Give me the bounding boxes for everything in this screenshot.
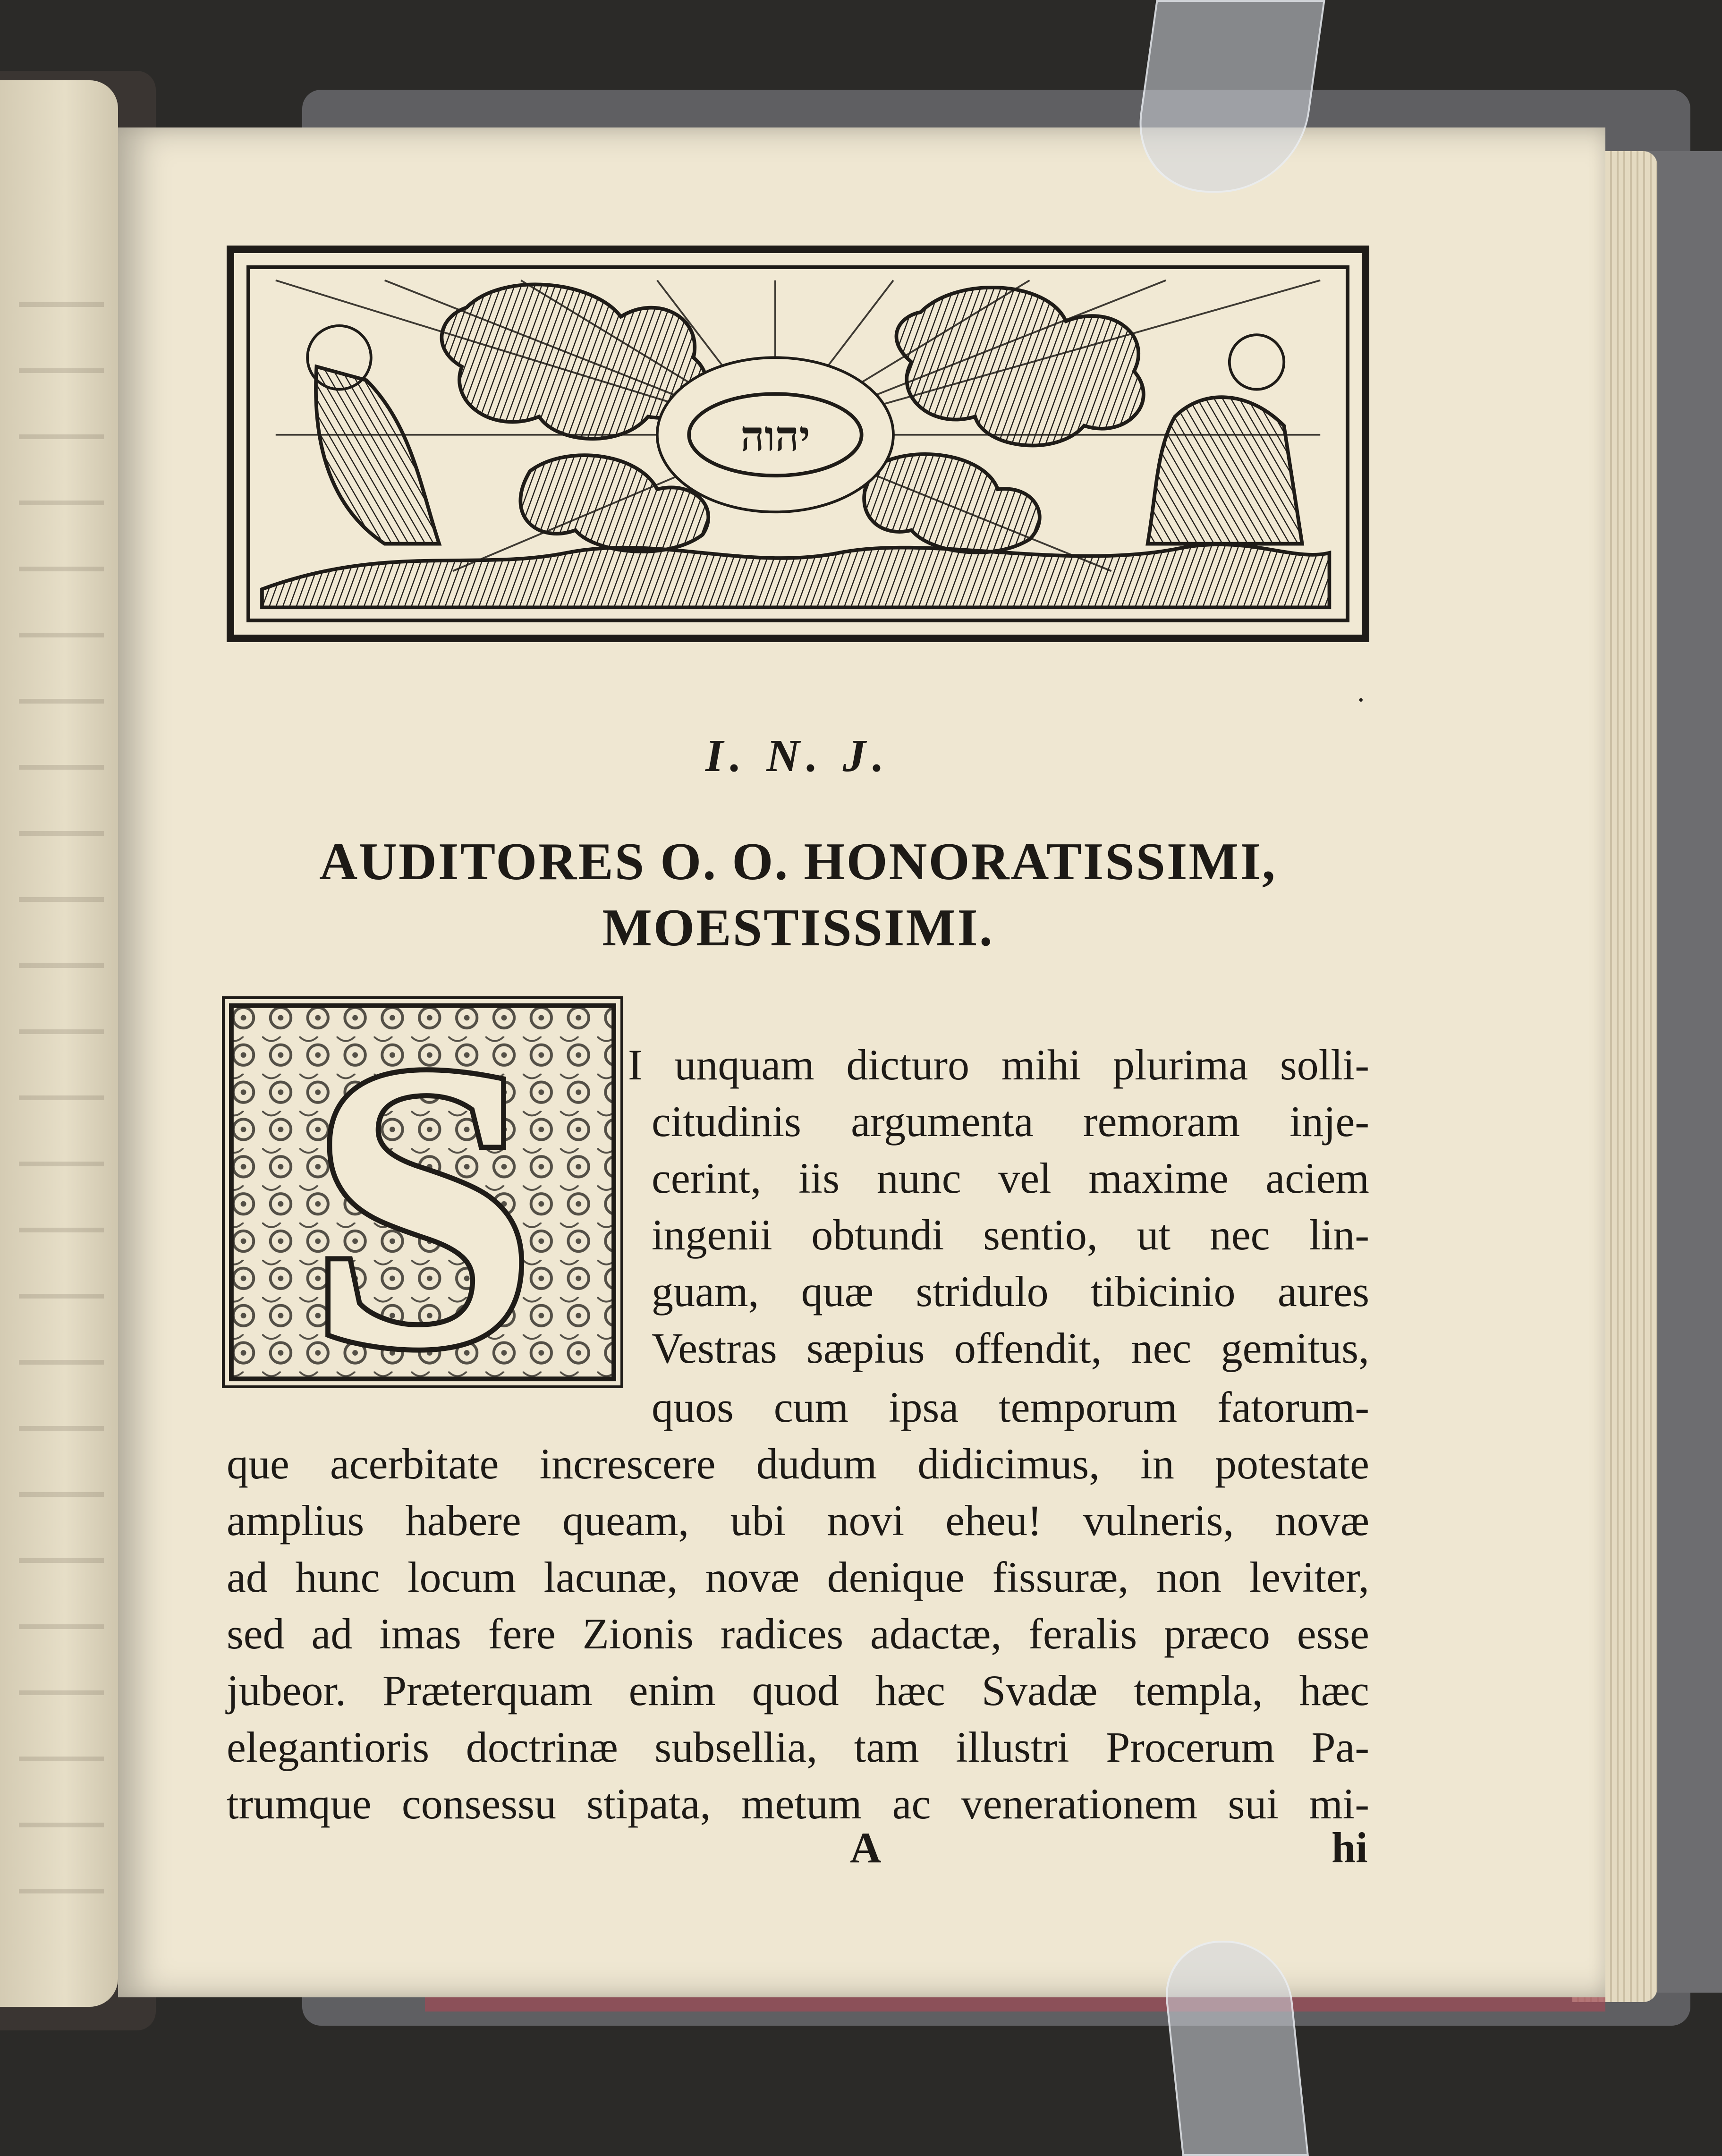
tetragrammaton: יהוה <box>740 411 810 461</box>
address-heading <box>227 829 1369 961</box>
signature-mark: A <box>850 1824 882 1872</box>
body-line-3: cerint, iis nunc vel maxime aciem <box>652 1154 1369 1202</box>
headpiece-illustration <box>234 253 1362 635</box>
initial-letter: S <box>308 999 537 1385</box>
catchword: hi <box>1332 1824 1368 1872</box>
invocation: I. N. J. <box>705 730 891 781</box>
body-line-7: quos cum ipsa temporum fatorum- <box>652 1383 1369 1431</box>
body-line-13: elegantioris doctrinæ subsellia, tam illustri Procerum Pa- <box>227 1723 1369 1771</box>
left-figure <box>316 366 439 543</box>
ornamental-initial <box>222 996 623 1388</box>
body-line-6: Vestras sæpius offendit, nec gemitus, <box>652 1324 1369 1372</box>
stray-mark: . <box>1357 676 1365 708</box>
body-line-10: ad hunc locum lacunæ, novæ denique fissuræ, non leviter, <box>227 1553 1369 1601</box>
right-figure <box>1148 397 1302 543</box>
body-line-1: I unquam dicturo mihi plurima solli- <box>628 1041 1369 1089</box>
heading-line-1: AUDITORES O. O. HONORATISSIMI, <box>319 832 1277 891</box>
body-line-11: sed ad imas fere Zionis radices adactæ, feralis præco esse <box>227 1610 1369 1658</box>
body-line-14: trumque consessu stipata, metum ac venerationem sui mi- <box>227 1780 1369 1828</box>
initial-ornament <box>225 999 620 1385</box>
heading-line-2: MOESTISSIMI. <box>602 899 994 957</box>
body-line-4: ingenii obtundi sentio, ut nec lin- <box>652 1211 1369 1259</box>
verso-page-edge <box>0 80 118 2007</box>
body-line-5: guam, quæ stridulo tibicinio aures <box>652 1267 1369 1316</box>
verso-ghost-text <box>19 260 104 1912</box>
body-line-8: que acerbitate increscere dudum didicimus, in potestate <box>227 1440 1369 1488</box>
body-line-2: citudinis argumenta remoram inje- <box>652 1097 1369 1146</box>
body-line-9: amplius habere queam, ubi novi eheu! vulneris, novæ <box>227 1496 1369 1545</box>
right-sun <box>1230 335 1284 389</box>
body-line-12: jubeor. Præterquam enim quod hæc Svadæ templa, hæc <box>227 1666 1369 1715</box>
headpiece-woodcut <box>227 246 1369 642</box>
landscape <box>262 544 1329 607</box>
